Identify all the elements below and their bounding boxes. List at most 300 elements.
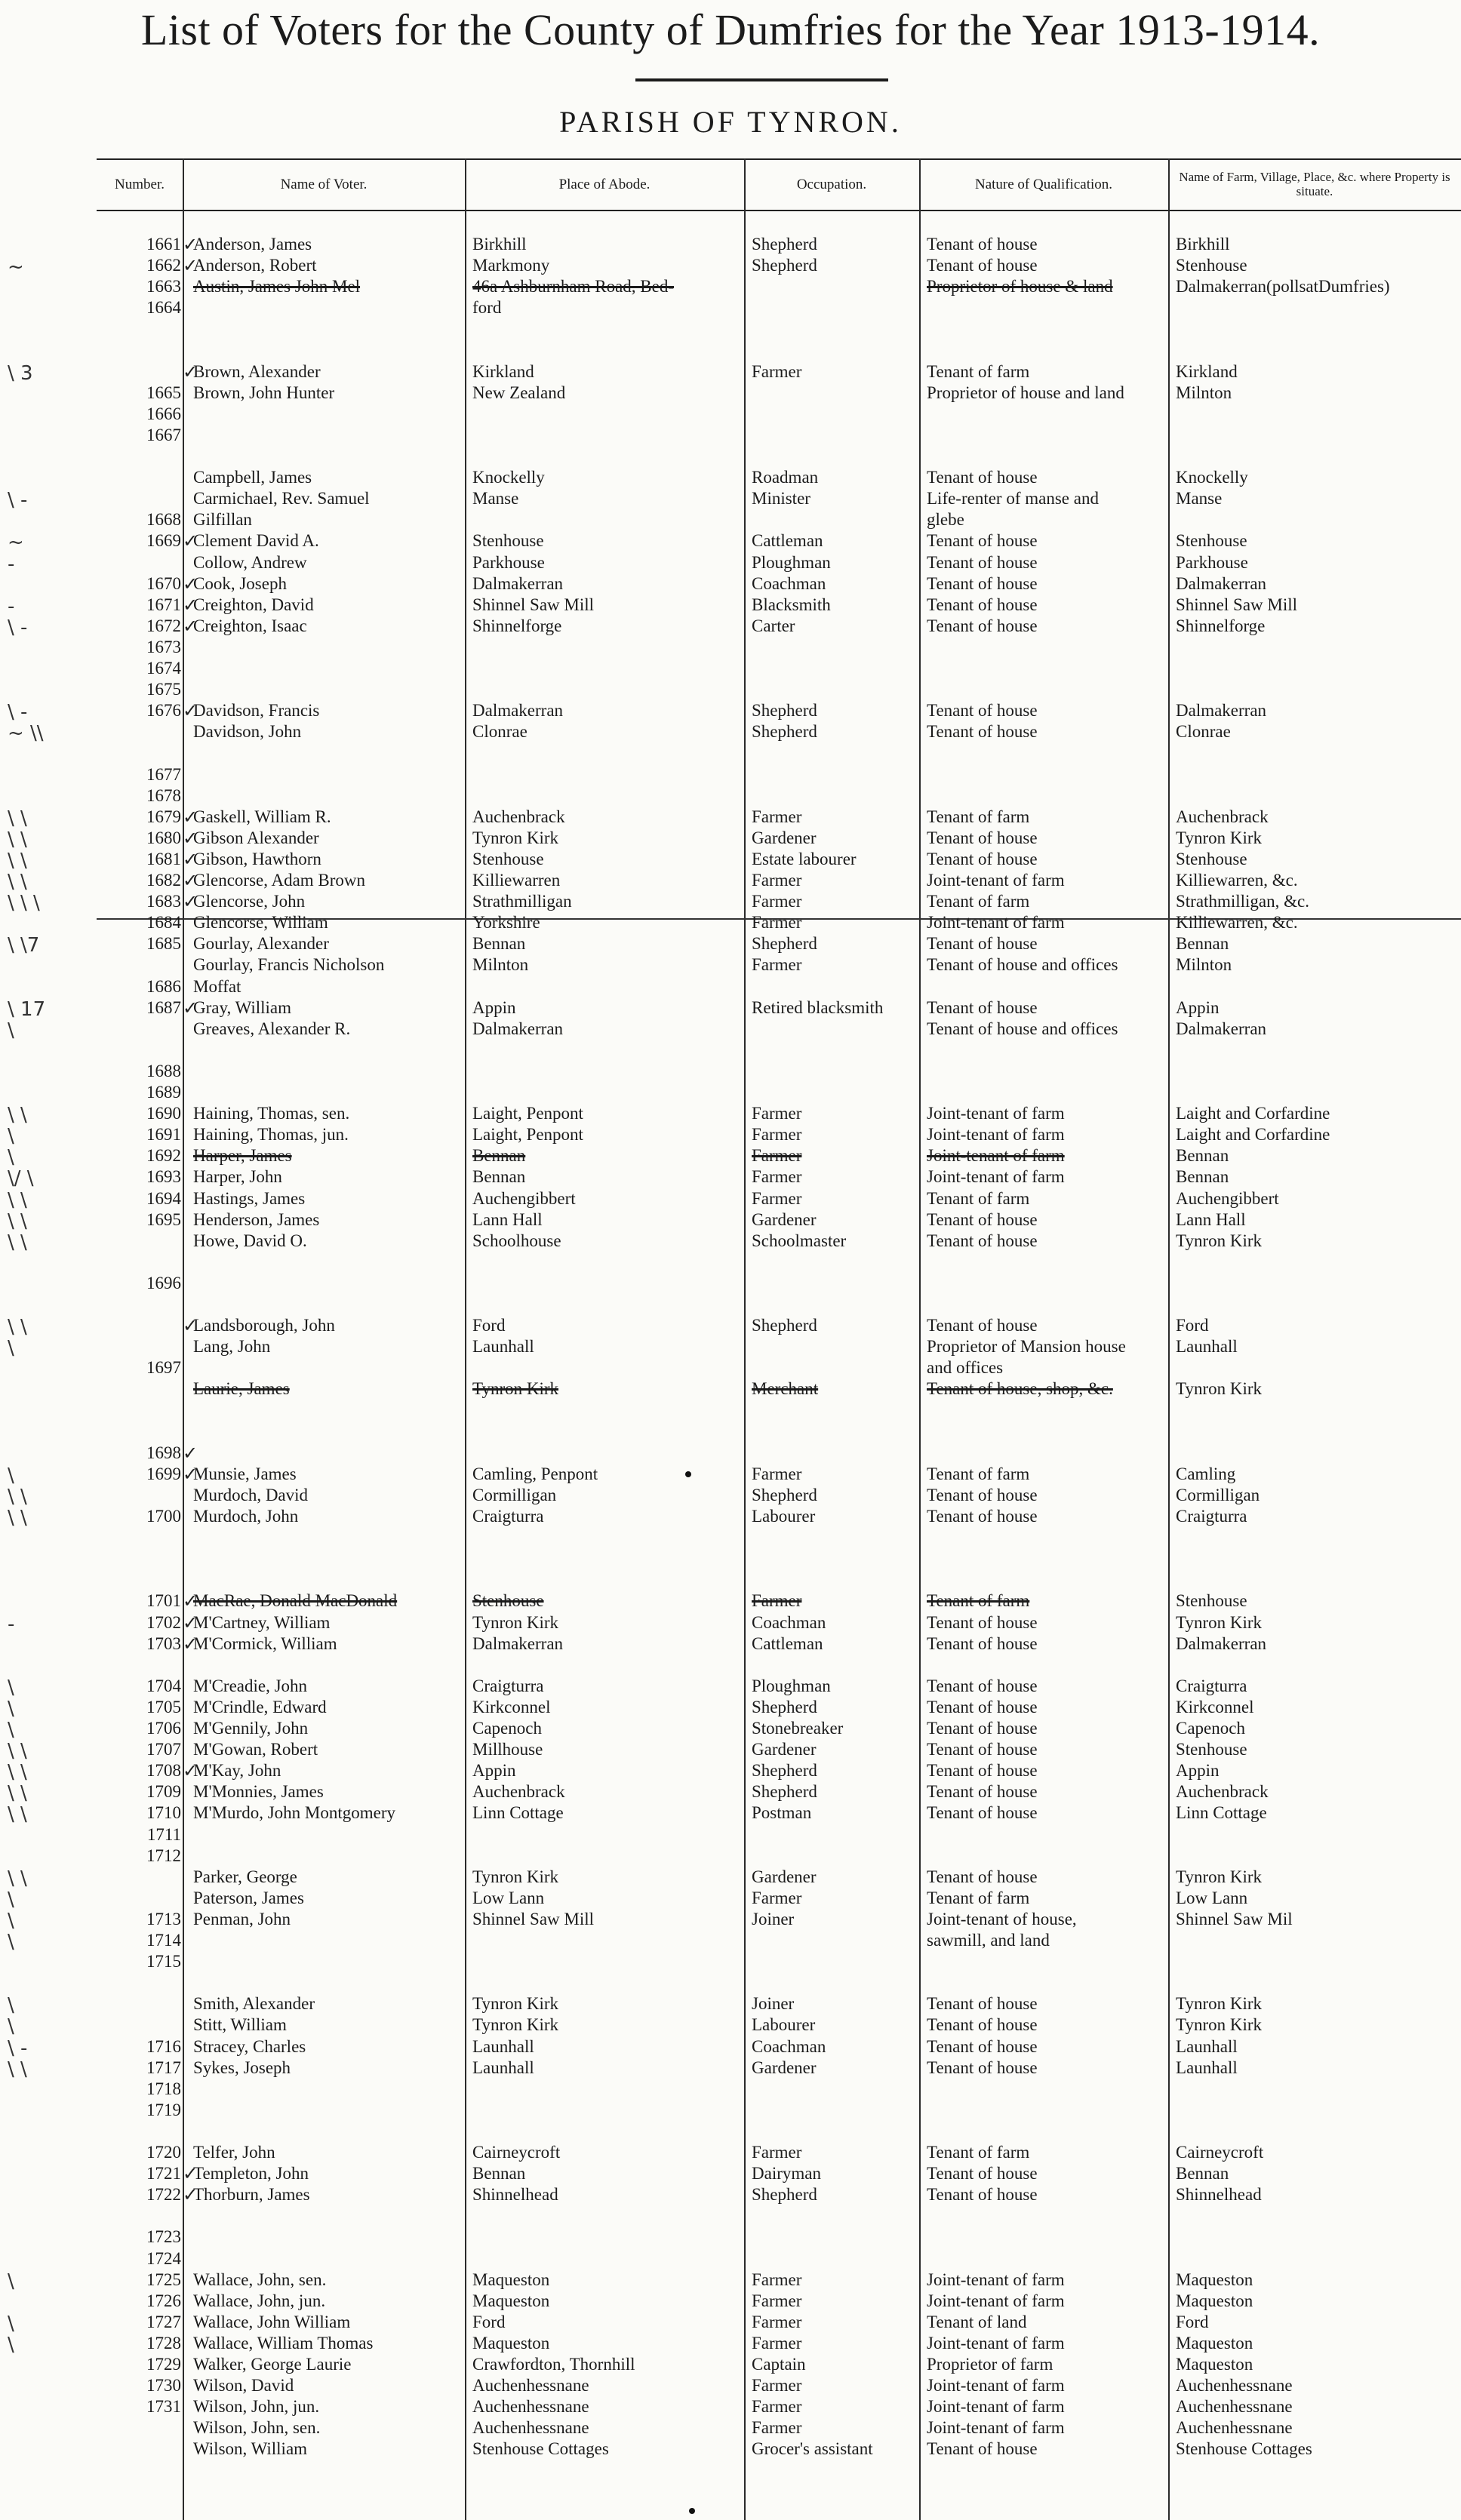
table-row (8, 1781, 1461, 1805)
table-row (97, 1443, 1461, 1464)
property-place: Stenhouse (1176, 256, 1247, 275)
table-row (97, 1951, 1461, 1972)
nature-of-qualification: Tenant of farm (927, 892, 1030, 911)
nature-of-qualification (927, 1040, 1176, 1061)
voter-number: 1704 (146, 1676, 181, 1695)
property-place: Parkhouse (1176, 553, 1248, 572)
property-place: Shinnel Saw Mill (1176, 595, 1298, 614)
voter-number: 1687 (146, 998, 181, 1017)
table-row (8, 552, 1461, 576)
voter-number (97, 1888, 181, 1909)
property-place: Lann Hall (1176, 1210, 1246, 1229)
occupation: Farmer (752, 2376, 802, 2395)
voter-number: 1692 (146, 1146, 181, 1165)
voter-number: 1703 (146, 1634, 181, 1653)
voter-name: Smith, Alexander (193, 1994, 315, 2013)
table-row (8, 1145, 1461, 1169)
property-place: Tynron Kirk (1176, 1379, 1263, 1398)
property-place: Stenhouse (1176, 1591, 1247, 1610)
nature-of-qualification: Tenant of house (927, 1761, 1038, 1780)
place-of-abode: Stenhouse (472, 1591, 544, 1610)
table-row (97, 658, 1461, 679)
handwritten-margin-mark: \ 3 (8, 362, 33, 385)
place-of-abode: Shinnelforge (472, 616, 562, 635)
occupation: Farmer (752, 2397, 802, 2416)
voter-number: 1699 (146, 1464, 181, 1483)
voter-number (97, 1993, 181, 2014)
place-of-abode: Dalmakerran (472, 701, 564, 720)
voter-number (97, 446, 181, 467)
occupation (752, 637, 925, 658)
property-place (1176, 2079, 1461, 2100)
place-of-abode: Craigturra (472, 1507, 544, 1526)
property-place: Maqueston (1176, 2355, 1253, 2374)
property-place: Appin (1176, 998, 1220, 1017)
property-place (1176, 742, 1461, 764)
occupation: Coachman (752, 1613, 826, 1632)
property-place (1176, 1040, 1461, 1061)
place-of-abode: Cormilligan (472, 1486, 557, 1504)
occupation: Cattleman (752, 1634, 823, 1653)
table-row (97, 912, 1461, 933)
voter-name: Munsie, James (193, 1464, 297, 1483)
nature-of-qualification (927, 764, 1176, 785)
nature-of-qualification: Tenant of house (927, 531, 1038, 550)
nature-of-qualification (927, 1082, 1176, 1103)
occupation: Farmer (752, 2334, 802, 2353)
nature-of-qualification: Joint-tenant of farm (927, 871, 1065, 890)
occupation (752, 1569, 925, 1590)
voter-number: 1708 (146, 1761, 181, 1780)
voter-number: 1716 (146, 2037, 181, 2056)
property-place (1176, 1951, 1461, 1972)
place-of-abode: Stenhouse Cottages (472, 2439, 609, 2458)
table-row (8, 1697, 1461, 1720)
handwritten-margin-mark: \ (8, 1931, 14, 1953)
voter-number: 1664 (146, 298, 181, 317)
property-place: Laight and Corfardine (1176, 1104, 1330, 1123)
nature-of-qualification (927, 2248, 1176, 2270)
property-place: Strathmilligan, &c. (1176, 892, 1309, 911)
place-of-abode: Crawfordton, Thornhill (472, 2355, 635, 2374)
table-row (97, 276, 1461, 297)
voter-name: Laurie, James (193, 1379, 290, 1398)
nature-of-qualification: Tenant of house (927, 1740, 1038, 1759)
property-place: Craigturra (1176, 1676, 1247, 1695)
occupation: Schoolmaster (752, 1231, 847, 1250)
property-place: Tynron Kirk (1176, 1231, 1263, 1250)
voter-name: Gourlay, Francis Nicholson (193, 955, 385, 974)
voter-number: 1695 (146, 1210, 181, 1229)
voter-number (97, 1336, 181, 1357)
voter-name: Gilfillan (193, 510, 252, 529)
occupation (752, 383, 925, 404)
voters-table (8, 158, 1461, 2520)
property-place: Bennan (1176, 1146, 1229, 1165)
table-row (97, 1527, 1461, 1548)
nature-of-qualification (927, 1421, 1176, 1443)
property-place (1176, 1527, 1461, 1548)
handwritten-margin-mark: \ \ (8, 828, 27, 851)
place-of-abode: Appin (472, 1761, 516, 1780)
voter-number: 1719 (146, 2101, 181, 2119)
occupation (752, 340, 925, 361)
property-place: Shinnelhead (1176, 2185, 1262, 2204)
table-row (97, 1378, 1461, 1400)
property-place: Craigturra (1176, 1507, 1247, 1526)
table-row (97, 2396, 1461, 2417)
voter-number (97, 1421, 181, 1443)
occupation (752, 1972, 925, 1993)
voter-number: 1668 (146, 510, 181, 529)
occupation (752, 658, 925, 679)
voter-number (97, 742, 181, 764)
nature-of-qualification: Tenant of house (927, 1676, 1038, 1695)
occupation (752, 1082, 925, 1103)
occupation: Labourer (752, 1507, 816, 1526)
handwritten-margin-mark: \ (8, 2313, 14, 2335)
nature-of-qualification (927, 2100, 1176, 2121)
table-row (97, 2184, 1461, 2205)
place-of-abode: 46a Ashburnham Road, Bed- (472, 277, 675, 296)
property-place: Cairneycroft (1176, 2143, 1264, 2162)
nature-of-qualification (927, 2121, 1176, 2142)
voter-name: Parker, George (193, 1867, 297, 1886)
place-of-abode: Stenhouse (472, 850, 544, 868)
check-mark-icon: ✓ (182, 1443, 198, 1464)
voter-number (97, 361, 181, 383)
occupation: Gardener (752, 1867, 817, 1886)
voter-number: 1672 (146, 616, 181, 635)
voter-name: Murdoch, David (193, 1486, 309, 1504)
place-of-abode: Stenhouse (472, 531, 544, 550)
voter-number: 1675 (146, 680, 181, 699)
property-place (1176, 446, 1461, 467)
table-row (97, 404, 1461, 425)
handwritten-margin-mark: \ \ (8, 807, 27, 830)
property-place (1176, 1252, 1461, 1273)
voter-number (97, 1972, 181, 1993)
check-mark-icon: ✓ (182, 595, 198, 616)
property-place: Launhall (1176, 2037, 1238, 2056)
place-of-abode: Birkhill (472, 235, 527, 254)
voter-number: 1715 (146, 1952, 181, 1971)
voter-number (97, 488, 181, 509)
occupation: Shepherd (752, 1316, 817, 1335)
check-mark-icon: ✓ (182, 2163, 198, 2184)
place-of-abode: Launhall (472, 2058, 534, 2077)
table-row (8, 2270, 1461, 2293)
parish-heading: PARISH OF TYNRON. (559, 105, 902, 139)
nature-of-qualification: Tenant of house (927, 2015, 1038, 2034)
table-row (97, 976, 1461, 997)
handwritten-margin-mark: \ \ (8, 1740, 27, 1762)
table-row (8, 807, 1461, 830)
voter-number: 1680 (146, 828, 181, 847)
occupation: Blacksmith (752, 595, 831, 614)
occupation: Coachman (752, 2037, 826, 2056)
table-row (97, 340, 1461, 361)
table-row (97, 1548, 1461, 1569)
property-place: Dalmakerran (1176, 1634, 1267, 1653)
voter-name: M'Gowan, Robert (193, 1740, 318, 1759)
voter-number (97, 954, 181, 976)
handwritten-margin-mark: \ \ (8, 1104, 27, 1126)
voter-number: 1691 (146, 1125, 181, 1144)
occupation (752, 2100, 925, 2121)
voter-name: M'Creadie, John (193, 1676, 308, 1695)
handwritten-margin-mark: \ (8, 1698, 14, 1720)
nature-of-qualification: Tenant of farm (927, 1591, 1030, 1610)
table-row (8, 1166, 1461, 1190)
voter-number: 1684 (146, 913, 181, 932)
property-place (1176, 1273, 1461, 1294)
place-of-abode: Appin (472, 998, 516, 1017)
place-of-abode: Maqueston (472, 2334, 550, 2353)
nature-of-qualification (927, 2079, 1176, 2100)
nature-of-qualification (927, 425, 1176, 446)
voter-name: Glencorse, William (193, 913, 328, 932)
table-row (97, 2291, 1461, 2312)
place-of-abode: Lann Hall (472, 1210, 543, 1229)
property-place (1176, 2100, 1461, 2121)
table-row (8, 1336, 1461, 1360)
occupation: Merchant (752, 1379, 819, 1398)
table-row (97, 1421, 1461, 1443)
voter-name: M'Cormick, William (193, 1634, 337, 1653)
table-row (8, 1124, 1461, 1148)
occupation: Minister (752, 489, 810, 508)
occupation: Shepherd (752, 2185, 817, 2204)
occupation (752, 1421, 925, 1443)
voter-number (97, 1867, 181, 1888)
property-place: Manse (1176, 489, 1223, 508)
occupation (752, 1294, 925, 1315)
nature-of-qualification (927, 637, 1176, 658)
occupation (752, 425, 925, 446)
voter-name: Gaskell, William R. (193, 807, 331, 826)
header-name: Name of Voter. (280, 176, 368, 192)
property-place: Birkhill (1176, 235, 1230, 254)
table-row (97, 383, 1461, 404)
place-of-abode: Milnton (472, 955, 529, 974)
header-occupation: Occupation. (796, 176, 867, 192)
voter-number: 1683 (146, 892, 181, 911)
voter-name: Wilson, William (193, 2439, 308, 2458)
voter-name: Wallace, William Thomas (193, 2334, 374, 2353)
occupation: Roadman (752, 468, 819, 487)
voter-name: Sykes, Joseph (193, 2058, 291, 2077)
occupation: Farmer (752, 2418, 802, 2437)
voter-number: 1686 (146, 977, 181, 996)
occupation: Shepherd (752, 722, 817, 741)
occupation: Shepherd (752, 1698, 817, 1716)
occupation: Farmer (752, 913, 802, 932)
occupation: Farmer (752, 871, 802, 890)
handwritten-margin-mark: \ \7 (8, 934, 40, 957)
nature-of-qualification: Life-renter of manse and (927, 489, 1099, 508)
place-of-abode: Cairneycroft (472, 2143, 561, 2162)
table-row (8, 1676, 1461, 1699)
occupation: Grocer's assistant (752, 2439, 873, 2458)
property-place (1176, 976, 1461, 997)
table-row (8, 1209, 1461, 1233)
property-place (1176, 785, 1461, 807)
place-of-abode: Tynron Kirk (472, 1994, 559, 2013)
property-place: Milnton (1176, 955, 1232, 974)
ink-spot (689, 2508, 695, 2514)
voter-number (97, 2439, 181, 2460)
property-place (1176, 1569, 1461, 1590)
property-place: Clonrae (1176, 722, 1231, 741)
occupation (752, 764, 925, 785)
occupation (752, 1400, 925, 1421)
voter-number (97, 1569, 181, 1590)
header-number: Number. (115, 176, 165, 192)
nature-of-qualification (927, 976, 1176, 997)
voter-number: 1694 (146, 1189, 181, 1208)
voter-number: 1721 (146, 2164, 181, 2183)
property-place (1176, 1082, 1461, 1103)
occupation: Farmer (752, 1146, 802, 1165)
occupation (752, 785, 925, 807)
handwritten-margin-mark: \ (8, 1719, 14, 1741)
table-row (8, 828, 1461, 851)
table-row (97, 2375, 1461, 2396)
nature-of-qualification: Tenant of house (927, 616, 1038, 635)
handwritten-margin-mark: \ \ (8, 1867, 27, 1890)
occupation: Shepherd (752, 1761, 817, 1780)
occupation: Farmer (752, 1125, 802, 1144)
nature-of-qualification: Tenant of house (927, 595, 1038, 614)
table-row (8, 1993, 1461, 2017)
handwritten-margin-mark: ~ \\ (8, 722, 44, 745)
nature-of-qualification: Joint-tenant of farm (927, 2376, 1065, 2395)
occupation: Gardener (752, 2058, 817, 2077)
check-mark-icon: ✓ (182, 573, 198, 595)
property-place (1176, 1357, 1461, 1378)
place-of-abode: Craigturra (472, 1676, 544, 1695)
occupation (752, 297, 925, 318)
voter-number (97, 2121, 181, 2142)
table-row (97, 1040, 1461, 1061)
handwritten-margin-mark: \ (8, 2334, 14, 2356)
voter-number (97, 1040, 181, 1061)
handwritten-margin-mark: \ (8, 2270, 14, 2293)
nature-of-qualification: Tenant of house (927, 256, 1038, 275)
voter-number: 1667 (146, 426, 181, 444)
nature-of-qualification (927, 1972, 1176, 1993)
occupation: Gardener (752, 828, 817, 847)
voter-name: M'Monnies, James (193, 1782, 324, 1801)
voter-number: 1724 (146, 2249, 181, 2268)
property-place: Dalmakerran(pollsatDumfries) (1176, 277, 1390, 296)
property-place: Appin (1176, 1761, 1220, 1780)
voter-number (97, 1655, 181, 1676)
property-place (1176, 1845, 1461, 1867)
voter-number (97, 1294, 181, 1315)
place-of-abode: Shinnel Saw Mill (472, 595, 595, 614)
handwritten-margin-mark: - (8, 1613, 15, 1636)
property-place: Linn Cottage (1176, 1803, 1267, 1822)
nature-of-qualification: Tenant of house (927, 1486, 1038, 1504)
table-row (8, 1103, 1461, 1126)
table-header-rule (97, 210, 1461, 211)
occupation: Cattleman (752, 531, 823, 550)
voter-name: M'Kay, John (193, 1761, 281, 1780)
property-place (1176, 297, 1461, 318)
voter-number: 1723 (146, 2227, 181, 2246)
property-place: Killiewarren, &c. (1176, 871, 1298, 890)
nature-of-qualification: Tenant of house (927, 722, 1038, 741)
voter-number (97, 2417, 181, 2439)
property-place: Auchenbrack (1176, 1782, 1269, 1801)
voter-number: 1688 (146, 1062, 181, 1080)
voter-name: Harper, John (193, 1167, 282, 1186)
table-row (8, 1612, 1461, 1636)
table-row (8, 1930, 1461, 1953)
property-place (1176, 2248, 1461, 2270)
voter-name: Greaves, Alexander R. (193, 1019, 351, 1038)
voter-number (97, 318, 181, 340)
property-place: Cormilligan (1176, 1486, 1260, 1504)
nature-of-qualification (927, 1400, 1176, 1421)
property-place: Bennan (1176, 2164, 1229, 2183)
nature-of-qualification (927, 1061, 1176, 1082)
voter-name: Austin, James John Mel (193, 277, 361, 296)
table-row (8, 1485, 1461, 1508)
nature-of-qualification: Proprietor of house & land (927, 277, 1113, 296)
nature-of-qualification: Tenant of farm (927, 362, 1030, 381)
handwritten-margin-mark: \ \ (8, 1231, 27, 1254)
table-row (97, 954, 1461, 976)
voter-number (97, 1485, 181, 1506)
property-place (1176, 2227, 1461, 2248)
table-row (8, 1506, 1461, 1529)
property-place (1176, 2121, 1461, 2142)
voter-name: Henderson, James (193, 1210, 320, 1229)
voter-name: Wallace, John, jun. (193, 2291, 326, 2310)
voter-number: 1718 (146, 2079, 181, 2098)
table-row (97, 1273, 1461, 1294)
handwritten-margin-mark: - (8, 595, 15, 618)
nature-of-qualification: Tenant of house (927, 468, 1038, 487)
nature-of-qualification: Joint-tenant of farm (927, 1146, 1065, 1165)
voter-name: Haining, Thomas, sen. (193, 1104, 350, 1123)
voter-name: Brown, Alexander (193, 362, 321, 381)
property-place (1176, 1824, 1461, 1845)
voter-number: 1706 (146, 1719, 181, 1738)
occupation: Shepherd (752, 934, 817, 953)
table-row (97, 573, 1461, 595)
handwritten-margin-mark: \ \ (8, 850, 27, 872)
table-row (8, 1718, 1461, 1741)
voter-name: Penman, John (193, 1910, 291, 1928)
voter-number (97, 2205, 181, 2227)
property-place: Tynron Kirk (1176, 1994, 1263, 2013)
voter-number (97, 1527, 181, 1548)
place-of-abode: Markmony (472, 256, 550, 275)
property-place (1176, 404, 1461, 425)
voter-number: 1679 (146, 807, 181, 826)
place-of-abode: Manse (472, 489, 519, 508)
voter-number: 1677 (146, 765, 181, 784)
property-place: Laight and Corfardine (1176, 1125, 1330, 1144)
voter-name: Telfer, John (193, 2143, 275, 2162)
property-place: Ford (1176, 1316, 1209, 1335)
occupation (752, 1336, 925, 1357)
handwritten-margin-mark: ~ (8, 256, 24, 278)
